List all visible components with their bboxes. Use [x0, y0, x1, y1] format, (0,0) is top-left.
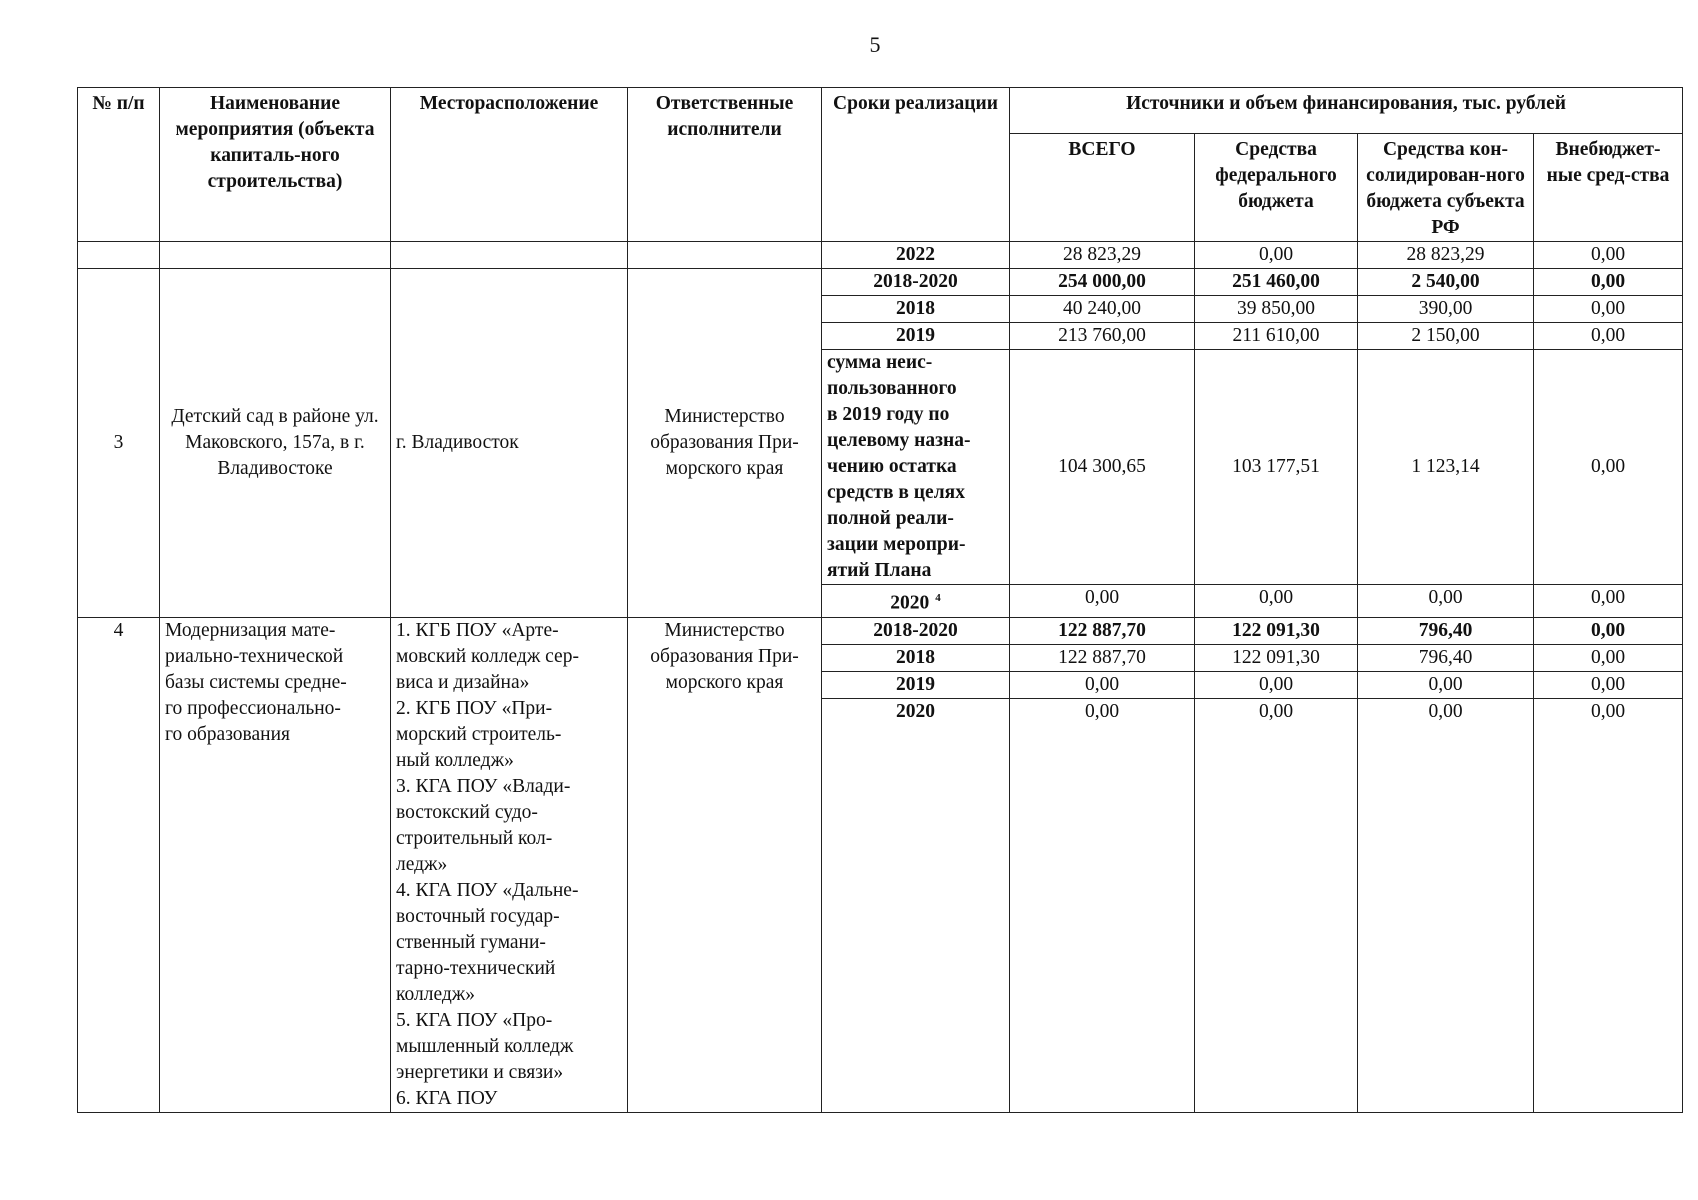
period-cell: 2018-2020 [822, 617, 1010, 644]
total-cell: 0,00 [1010, 671, 1195, 698]
item-number: 3 [78, 269, 160, 618]
regional-cell: 28 823,29 [1358, 242, 1534, 269]
header-extra: Внебюджет-ные сред-ства [1534, 134, 1683, 242]
item-number: 4 [78, 617, 160, 1112]
period-value: 2020 [890, 592, 930, 614]
header-regional: Средства кон-солидирован-ного бюджета субъекта РФ [1358, 134, 1534, 242]
total-cell: 28 823,29 [1010, 242, 1195, 269]
extra-cell: 0,00 [1534, 350, 1683, 585]
total-cell: 0,00 [1010, 585, 1195, 618]
header-name: Наименование мероприятия (объекта капиталь-ного строительства) [160, 88, 391, 242]
federal-cell: 251 460,00 [1195, 269, 1358, 296]
table-row [78, 242, 1683, 269]
federal-cell: 0,00 [1195, 242, 1358, 269]
federal-cell: 0,00 [1195, 698, 1358, 1112]
regional-cell: 390,00 [1358, 296, 1534, 323]
regional-cell: 796,40 [1358, 617, 1534, 644]
header-row-1 [78, 88, 1683, 134]
regional-cell: 796,40 [1358, 644, 1534, 671]
total-cell: 104 300,65 [1010, 350, 1195, 585]
period-cell [822, 585, 1010, 618]
extra-cell: 0,00 [1534, 323, 1683, 350]
period-cell: 2018 [822, 296, 1010, 323]
page-number: 5 [869, 32, 881, 57]
extra-cell: 0,00 [1534, 617, 1683, 644]
federal-cell: 211 610,00 [1195, 323, 1358, 350]
total-cell: 0,00 [1010, 698, 1195, 1112]
table-row [78, 617, 1683, 644]
item-location: 1. КГБ ПОУ «Арте- мовский колледж сер- виса и дизайна» 2. КГБ ПОУ «При- морский строитель- ный колледж» 3. КГА ПОУ «Влади- востокский судо- строительный кол- ледж» 4. КГА ПОУ «Дальне- восточный государ- ственный гумани- тарно-технический колледж» 5. КГА ПОУ «Про- мышленный колледж энергетики и связи» 6. КГА ПОУ [391, 617, 628, 1112]
federal-cell: 122 091,30 [1195, 644, 1358, 671]
unused-balance-note: сумма неис- пользованного в 2019 году по целевому назна- чению остатка средств в целях полной реали- зации меропри- ятий Плана [822, 350, 1010, 585]
federal-cell: 39 850,00 [1195, 296, 1358, 323]
header-num: № п/п [78, 88, 160, 242]
period-cell: 2019 [822, 323, 1010, 350]
extra-cell: 0,00 [1534, 269, 1683, 296]
header-responsible: Ответственные исполнители [628, 88, 822, 242]
header-federal: Средства федерального бюджета [1195, 134, 1358, 242]
header-total: ВСЕГО [1010, 134, 1195, 242]
extra-cell: 0,00 [1534, 644, 1683, 671]
federal-cell: 103 177,51 [1195, 350, 1358, 585]
regional-cell: 0,00 [1358, 585, 1534, 618]
table-row [78, 269, 1683, 296]
federal-cell: 0,00 [1195, 671, 1358, 698]
period-cell: 2019 [822, 671, 1010, 698]
federal-cell: 0,00 [1195, 585, 1358, 618]
footnote-marker: 4 [935, 592, 941, 604]
extra-cell: 0,00 [1534, 296, 1683, 323]
regional-cell: 1 123,14 [1358, 350, 1534, 585]
regional-cell: 0,00 [1358, 671, 1534, 698]
header-period: Сроки реализации [822, 88, 1010, 242]
extra-cell: 0,00 [1534, 242, 1683, 269]
period-cell: 2022 [822, 242, 1010, 269]
regional-cell: 2 540,00 [1358, 269, 1534, 296]
extra-cell: 0,00 [1534, 585, 1683, 618]
extra-cell: 0,00 [1534, 671, 1683, 698]
item-location: г. Владивосток [391, 269, 628, 618]
regional-cell: 2 150,00 [1358, 323, 1534, 350]
header-funding: Источники и объем финансирования, тыс. рублей [1010, 88, 1683, 134]
period-cell: 2018-2020 [822, 269, 1010, 296]
header-location: Месторасположение [391, 88, 628, 242]
item-name: Модернизация мате- риально-технической базы системы средне- го профессионально- го образования [160, 617, 391, 1112]
regional-cell: 0,00 [1358, 698, 1534, 1112]
total-cell: 122 887,70 [1010, 644, 1195, 671]
total-cell: 40 240,00 [1010, 296, 1195, 323]
period-cell: 2020 [822, 698, 1010, 1112]
extra-cell: 0,00 [1534, 698, 1683, 1112]
item-responsible: Министерство образования При-морского края [628, 269, 822, 618]
period-cell: 2018 [822, 644, 1010, 671]
total-cell: 122 887,70 [1010, 617, 1195, 644]
total-cell: 254 000,00 [1010, 269, 1195, 296]
federal-cell: 122 091,30 [1195, 617, 1358, 644]
item-name: Детский сад в районе ул. Маковского, 157а, в г. Владивостоке [160, 269, 391, 618]
item-responsible: Министерство образования При- морского края [628, 617, 822, 1112]
funding-table [77, 87, 1683, 1113]
total-cell: 213 760,00 [1010, 323, 1195, 350]
